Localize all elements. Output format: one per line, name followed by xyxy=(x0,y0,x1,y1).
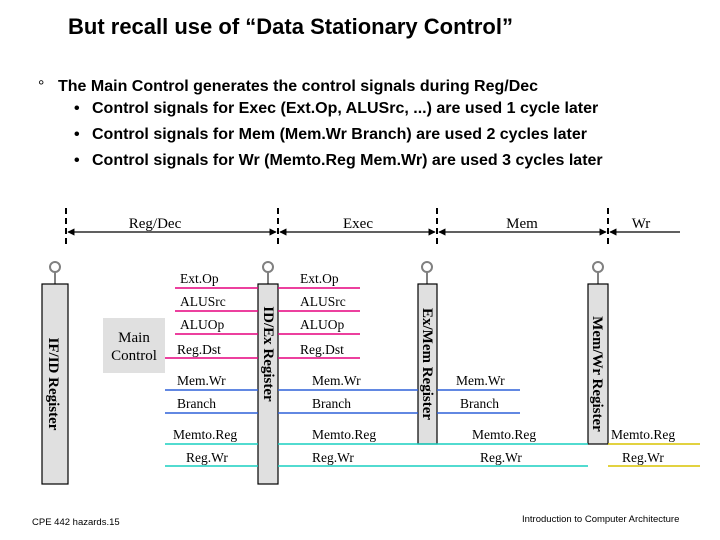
wr-signal-labels xyxy=(611,427,675,465)
signal-memto-reg: Memto.Reg xyxy=(472,427,537,442)
exmem-dot xyxy=(422,262,432,272)
bullet-main-text: The Main Control generates the control signals during Reg/Dec xyxy=(58,78,539,95)
bullet-main-glyph: ° xyxy=(38,78,45,95)
signal-alu-op: ALUOp xyxy=(300,317,345,332)
signal-branch: Branch xyxy=(177,396,216,411)
signal-mem-wr: Mem.Wr xyxy=(456,373,505,388)
bullet-sub-text: Control signals for Exec (Ext.Op, ALUSrc, ...) are used 1 cycle later xyxy=(92,100,599,117)
signal-alu-src: ALUSrc xyxy=(180,294,226,309)
bullet-sub-text: Control signals for Wr (Memto.Reg Mem.Wr) are used 3 cycles later xyxy=(92,152,603,169)
stage-label-regdec: Reg/Dec xyxy=(128,216,182,232)
main-control-block xyxy=(103,318,165,373)
bullet-glyph: • xyxy=(74,152,80,169)
main-control-label-line2: Control xyxy=(111,348,157,364)
signal-alu-src: ALUSrc xyxy=(300,294,346,309)
signal-alu-op: ALUOp xyxy=(180,317,225,332)
signal-reg-wr: Reg.Wr xyxy=(480,450,522,465)
signal-reg-wr: Reg.Wr xyxy=(312,450,354,465)
bullet-glyph: • xyxy=(74,126,80,143)
stage-label-mem: Mem xyxy=(506,216,538,232)
regdec-signal-labels xyxy=(173,271,237,465)
signal-memto-reg: Memto.Reg xyxy=(611,427,676,442)
signal-reg-dst: Reg.Dst xyxy=(300,342,344,357)
mem-signal-labels xyxy=(456,373,536,465)
signal-mem-wr: Mem.Wr xyxy=(177,373,226,388)
signal-branch: Branch xyxy=(312,396,351,411)
signal-branch: Branch xyxy=(460,396,499,411)
signal-ext-op: Ext.Op xyxy=(180,271,219,286)
signal-memto-reg: Memto.Reg xyxy=(312,427,377,442)
exec-signal-labels xyxy=(300,271,376,465)
memwr-dot xyxy=(593,262,603,272)
signal-ext-op: Ext.Op xyxy=(300,271,339,286)
signal-reg-wr: Reg.Wr xyxy=(186,450,228,465)
stage-labels xyxy=(129,216,651,232)
footer-course: CPE 442 hazards.15 xyxy=(32,517,120,528)
footer-title: Introduction to Computer Architecture xyxy=(522,514,680,525)
signal-reg-wr: Reg.Wr xyxy=(622,450,664,465)
signal-reg-dst: Reg.Dst xyxy=(177,342,221,357)
ifid-register-label: IF/ID Register xyxy=(45,337,61,431)
exmem-register-label: Ex/Mem Register xyxy=(419,307,435,421)
bullet-sub-text: Control signals for Mem (Mem.Wr Branch) are used 2 cycles later xyxy=(92,126,587,143)
idex-dot xyxy=(263,262,273,272)
memwr-register-label: Mem/Wr Register xyxy=(589,316,605,432)
signal-memto-reg: Memto.Reg xyxy=(173,427,238,442)
stage-label-wr: Wr xyxy=(631,216,651,232)
idex-register-label: ID/Ex Register xyxy=(260,306,276,402)
wr-control-lines xyxy=(165,444,588,466)
main-control-label-line1: Main xyxy=(118,330,150,346)
bullet-glyph: • xyxy=(74,100,80,117)
slide-title: But recall use of “Data Stationary Control” xyxy=(68,14,513,39)
signal-mem-wr: Mem.Wr xyxy=(312,373,361,388)
ifid-dot xyxy=(50,262,60,272)
stage-label-exec: Exec xyxy=(343,216,373,232)
